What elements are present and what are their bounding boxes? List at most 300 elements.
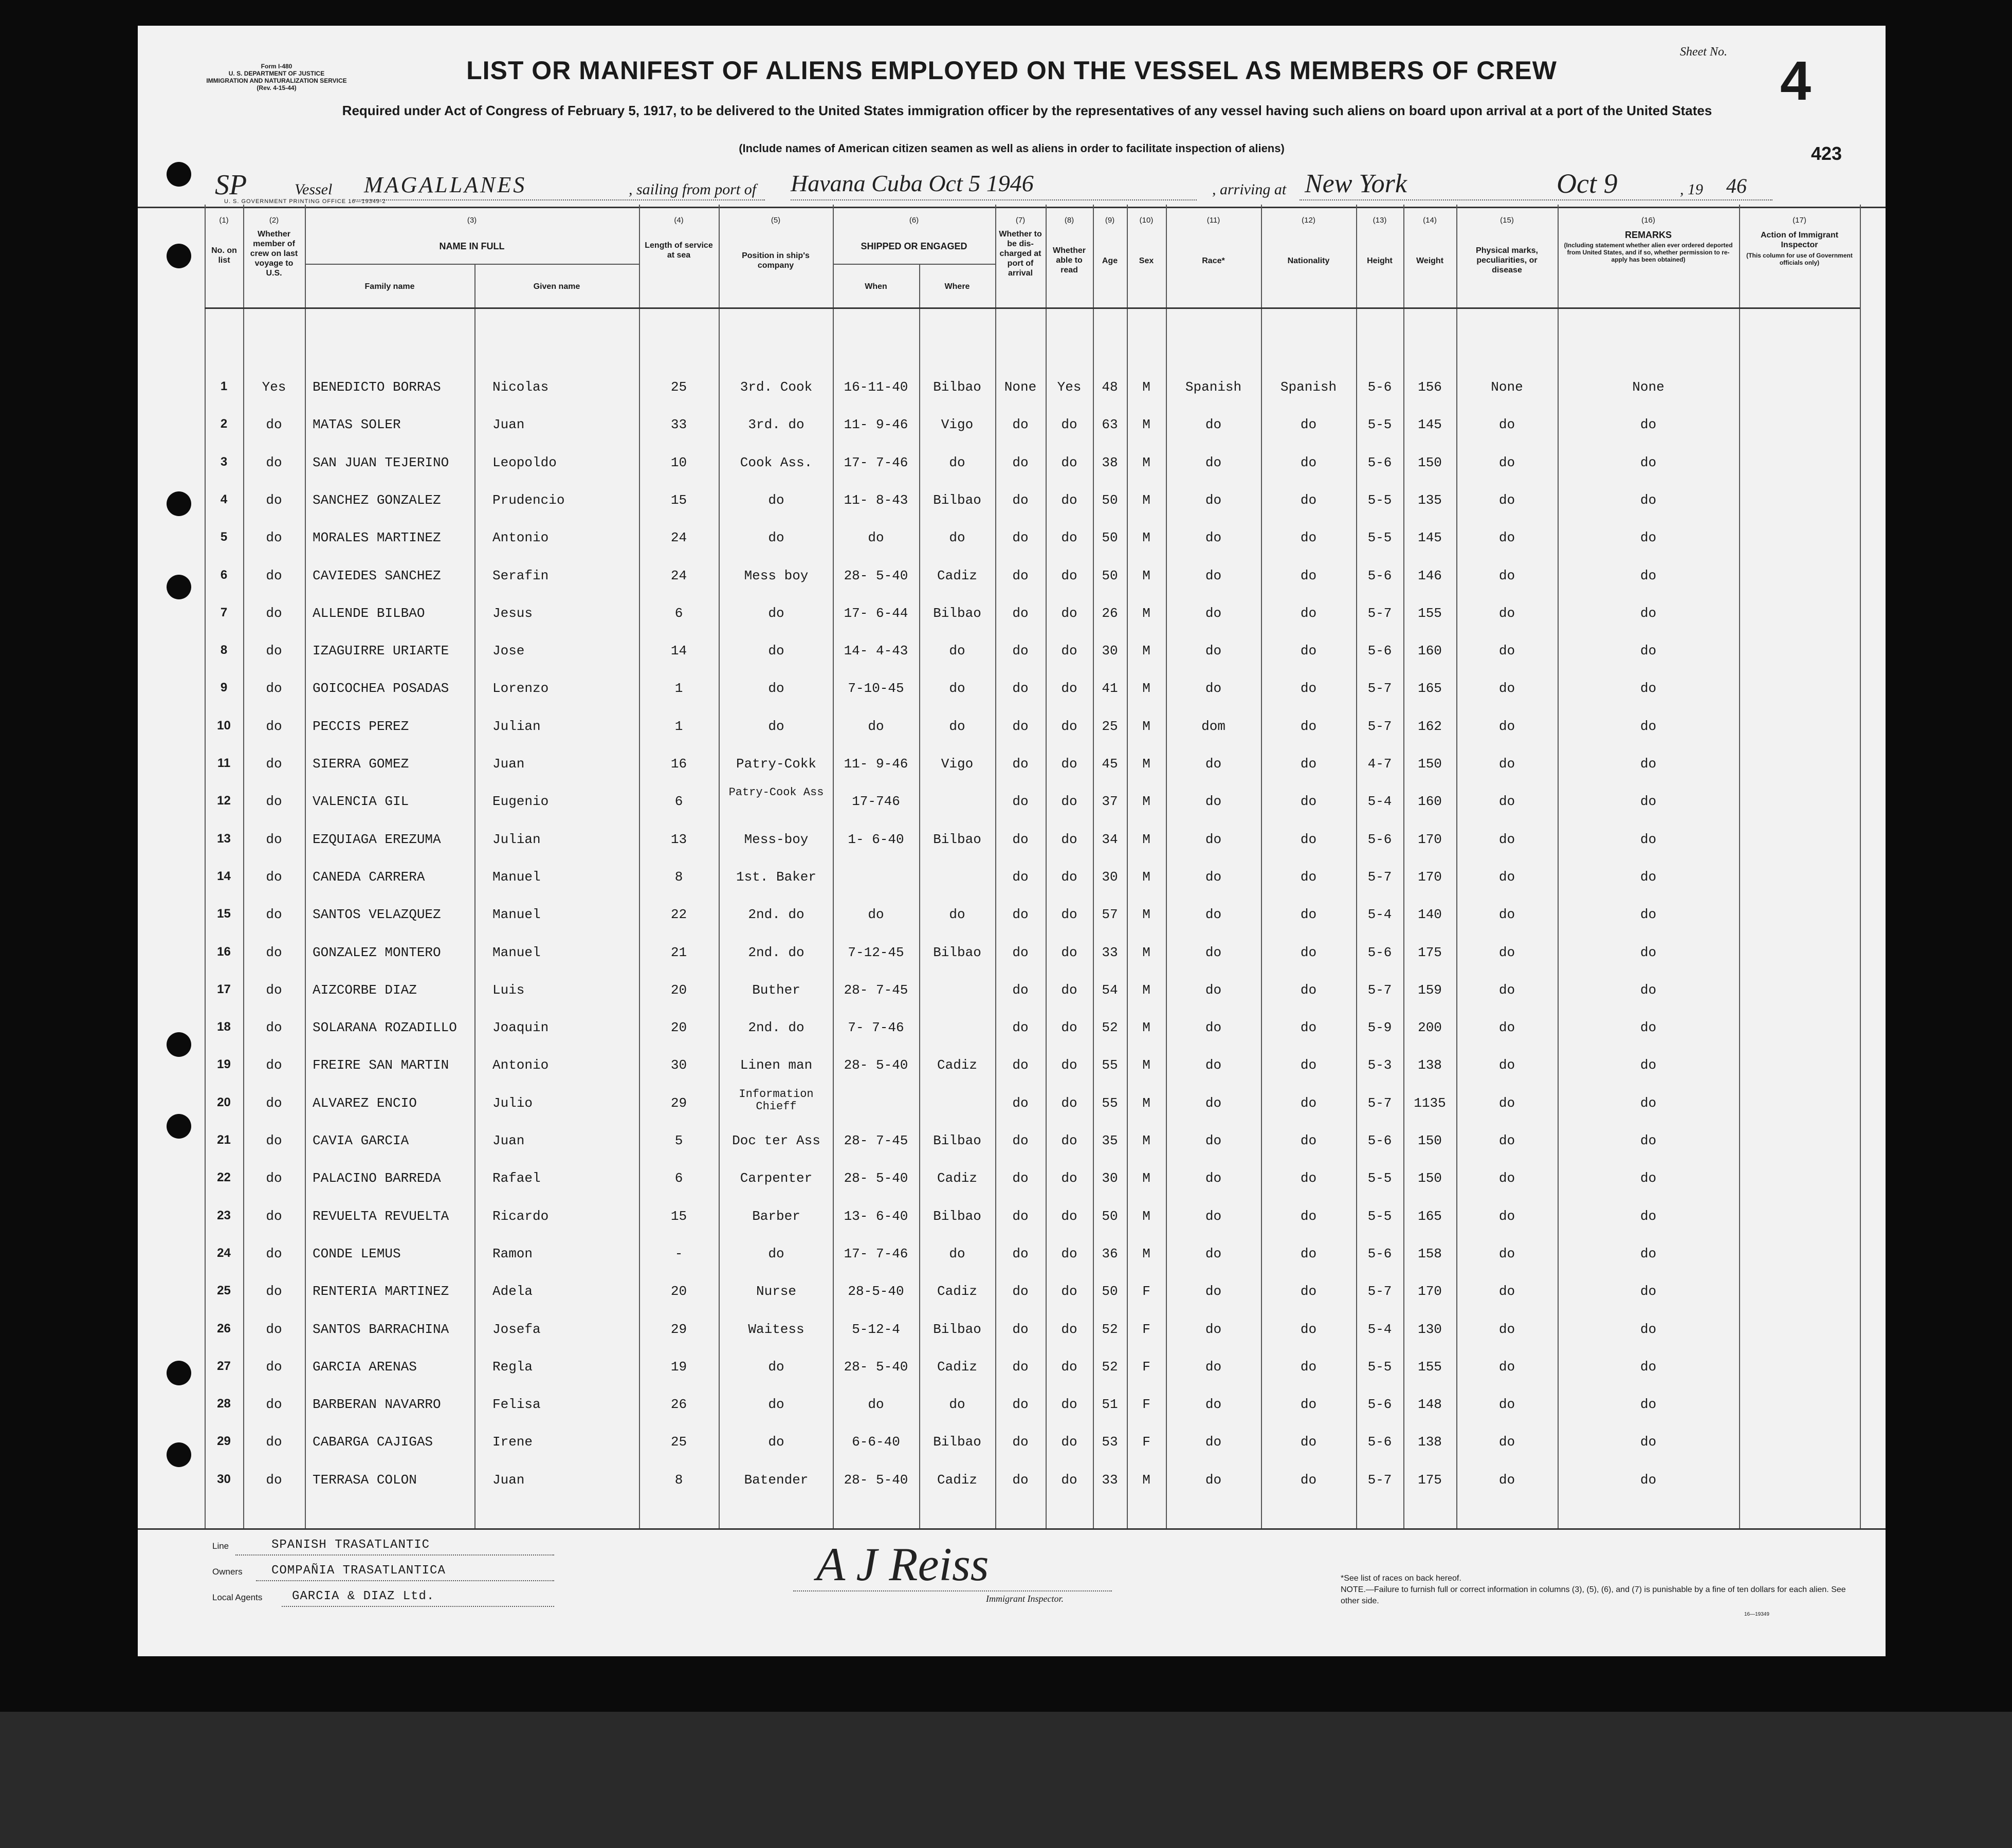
- age-cell: 50: [1102, 1284, 1118, 1299]
- physical-marks-cell: do: [1498, 719, 1515, 734]
- engaged-when-cell: 11- 9-46: [844, 756, 908, 772]
- discharged-cell: do: [1012, 1472, 1029, 1488]
- sex-cell: M: [1142, 982, 1150, 998]
- height-cell: 5-6: [1367, 643, 1392, 658]
- prev-voyage-cell: do: [266, 1284, 282, 1299]
- able-to-read-cell: do: [1061, 869, 1077, 885]
- position-cell: Patry-Cook Ass: [728, 786, 824, 799]
- table-row: [138, 756, 1886, 777]
- discharged-cell: do: [1012, 643, 1029, 658]
- discharged-cell: do: [1012, 869, 1029, 885]
- table-row: [138, 1246, 1886, 1267]
- weight-cell: 170: [1418, 832, 1442, 847]
- engaged-when-cell: 28-5-40: [848, 1284, 904, 1299]
- engaged-where-cell: do: [949, 530, 965, 545]
- position-cell: do: [768, 719, 784, 734]
- service-length-cell: 20: [670, 982, 687, 998]
- remarks-cell: do: [1640, 1246, 1657, 1261]
- nationality-cell: do: [1300, 1057, 1317, 1073]
- engaged-where-cell: Bilbao: [933, 945, 981, 960]
- service-length-cell: 8: [674, 1472, 683, 1488]
- given-name-cell: Rafael: [492, 1170, 541, 1186]
- able-to-read-cell: do: [1061, 492, 1077, 508]
- family-name-cell: CONDE LEMUS: [313, 1246, 401, 1261]
- row-number-cell: 12: [217, 794, 231, 808]
- sex-cell: M: [1142, 568, 1150, 583]
- physical-marks-cell: do: [1498, 1284, 1515, 1299]
- age-cell: 50: [1102, 1209, 1118, 1224]
- table-row: [138, 907, 1886, 927]
- height-cell: 5-7: [1367, 1284, 1392, 1299]
- weight-cell: 170: [1418, 1284, 1442, 1299]
- year-prefix: , 19: [1680, 181, 1703, 198]
- engaged-when-cell: do: [868, 530, 884, 545]
- remarks-cell: do: [1640, 832, 1657, 847]
- row-number-cell: 22: [217, 1170, 231, 1184]
- discharged-cell: do: [1012, 1133, 1029, 1148]
- race-cell: do: [1205, 982, 1222, 998]
- header-weight: Weight: [1416, 257, 1444, 265]
- nationality-cell: do: [1300, 907, 1317, 922]
- column-number: (13): [1373, 216, 1387, 225]
- remarks-cell: do: [1640, 794, 1657, 809]
- service-length-cell: 14: [670, 643, 687, 658]
- physical-marks-cell: do: [1498, 681, 1515, 696]
- row-number-cell: 28: [217, 1397, 231, 1411]
- nationality-cell: do: [1300, 417, 1317, 432]
- physical-marks-cell: do: [1498, 606, 1515, 621]
- engaged-when-cell: 7-10-45: [848, 681, 904, 696]
- sex-cell: F: [1142, 1359, 1150, 1375]
- weight-cell: 155: [1418, 606, 1442, 621]
- year-suffix: 46: [1726, 174, 1747, 197]
- header-when: When: [865, 282, 887, 291]
- family-name-cell: TERRASA COLON: [313, 1472, 417, 1488]
- age-cell: 55: [1102, 1095, 1118, 1111]
- row-number-cell: 21: [217, 1133, 231, 1147]
- height-cell: 5-4: [1367, 794, 1392, 809]
- age-cell: 50: [1102, 568, 1118, 583]
- physical-marks-cell: do: [1498, 1095, 1515, 1111]
- engaged-when-cell: do: [868, 719, 884, 734]
- row-number-cell: 15: [217, 907, 231, 921]
- table-row: [138, 1133, 1886, 1154]
- margin-mark: SP: [215, 169, 247, 201]
- height-cell: 5-6: [1367, 945, 1392, 960]
- race-cell: do: [1205, 1397, 1222, 1412]
- age-cell: 33: [1102, 1472, 1118, 1488]
- engaged-where-cell: Bilbao: [933, 379, 981, 395]
- weight-cell: 175: [1418, 1472, 1442, 1488]
- engaged-when-cell: 28- 5-40: [844, 1359, 908, 1375]
- weight-cell: 150: [1418, 1133, 1442, 1148]
- discharged-cell: do: [1012, 568, 1029, 583]
- row-number-cell: 27: [217, 1359, 231, 1373]
- given-name-cell: Joaquin: [492, 1020, 549, 1035]
- race-cell: do: [1205, 492, 1222, 508]
- remarks-cell: do: [1640, 1434, 1657, 1450]
- service-length-cell: 13: [670, 832, 687, 847]
- able-to-read-cell: do: [1061, 1472, 1077, 1488]
- sex-cell: M: [1142, 794, 1150, 809]
- race-cell: Spanish: [1185, 379, 1242, 395]
- penalty-note: NOTE.—Failure to furnish full or correct information in columns (3), (5), (6), and (7) is punishable by a fine of ten dollars for each alien. See other side.: [1341, 1585, 1846, 1605]
- engaged-where-cell: Bilbao: [933, 492, 981, 508]
- age-cell: 48: [1102, 379, 1118, 395]
- sex-cell: M: [1142, 1057, 1150, 1073]
- given-name-cell: Manuel: [492, 869, 541, 885]
- race-cell: do: [1205, 1209, 1222, 1224]
- engaged-where-cell: Cadiz: [937, 1170, 977, 1186]
- departure-port: Havana Cuba Oct 5 1946: [791, 170, 1034, 196]
- weight-cell: 156: [1418, 379, 1442, 395]
- engaged-where-cell: Bilbao: [933, 1209, 981, 1224]
- header-age: Age: [1102, 257, 1118, 265]
- able-to-read-cell: do: [1061, 1133, 1077, 1148]
- service-length-cell: 20: [670, 1284, 687, 1299]
- remarks-cell: do: [1640, 681, 1657, 696]
- table-row: [138, 1088, 1886, 1116]
- able-to-read-cell: do: [1061, 1057, 1077, 1073]
- row-number-cell: 19: [217, 1057, 231, 1071]
- position-cell: Buther: [752, 982, 800, 998]
- nationality-cell: do: [1300, 568, 1317, 583]
- engaged-when-cell: do: [868, 907, 884, 922]
- physical-marks-cell: do: [1498, 832, 1515, 847]
- sheet-label: Sheet No.: [1680, 45, 1727, 59]
- position-cell: Linen man: [740, 1057, 813, 1073]
- service-length-cell: 26: [670, 1397, 687, 1412]
- weight-cell: 145: [1418, 417, 1442, 432]
- local-agents-value: GARCIA & DIAZ Ltd.: [292, 1589, 435, 1603]
- given-name-cell: Adela: [492, 1284, 533, 1299]
- age-cell: 45: [1102, 756, 1118, 772]
- physical-marks-cell: do: [1498, 756, 1515, 772]
- prev-voyage-cell: do: [266, 907, 282, 922]
- weight-cell: 138: [1418, 1434, 1442, 1450]
- engaged-where-cell: Bilbao: [933, 1434, 981, 1450]
- nationality-cell: do: [1300, 1095, 1317, 1111]
- arrival-date: Oct 9: [1557, 168, 1618, 199]
- prev-voyage-cell: do: [266, 1095, 282, 1111]
- age-cell: 26: [1102, 606, 1118, 621]
- physical-marks-cell: do: [1498, 1057, 1515, 1073]
- family-name-cell: SIERRA GOMEZ: [313, 756, 409, 772]
- able-to-read-cell: do: [1061, 417, 1077, 432]
- position-cell: do: [768, 530, 784, 545]
- service-length-cell: 15: [670, 492, 687, 508]
- service-length-cell: 24: [670, 568, 687, 583]
- race-cell: do: [1205, 681, 1222, 696]
- inspector-signature: A J Reiss: [816, 1538, 989, 1590]
- physical-marks-cell: do: [1498, 643, 1515, 658]
- position-cell: Mess boy: [744, 568, 809, 583]
- service-length-cell: 25: [670, 1434, 687, 1450]
- discharged-cell: do: [1012, 907, 1029, 922]
- service-length-cell: 1: [674, 719, 683, 734]
- department: U. S. DEPARTMENT OF JUSTICE: [228, 70, 325, 77]
- race-cell: do: [1205, 606, 1222, 621]
- height-cell: 5-3: [1367, 1057, 1392, 1073]
- header-race: Race*: [1202, 257, 1225, 265]
- header-bottom-rule: [205, 307, 1860, 309]
- vessel-name: MAGALLANES: [364, 172, 527, 197]
- row-number-cell: 1: [220, 379, 228, 393]
- table-row: [138, 681, 1886, 701]
- prev-voyage-cell: do: [266, 869, 282, 885]
- nationality-cell: do: [1300, 1170, 1317, 1186]
- line-value: SPANISH TRASATLANTIC: [271, 1538, 430, 1552]
- race-cell: do: [1205, 1020, 1222, 1035]
- page-title: LIST OR MANIFEST OF ALIENS EMPLOYED ON THE VESSEL AS MEMBERS OF CREW: [466, 56, 1557, 85]
- family-name-cell: BARBERAN NAVARRO: [313, 1397, 441, 1412]
- height-cell: 5-6: [1367, 832, 1392, 847]
- sex-cell: M: [1142, 1246, 1150, 1261]
- row-number-cell: 16: [217, 945, 231, 959]
- weight-cell: 145: [1418, 530, 1442, 545]
- local-agents-label: Local Agents: [212, 1593, 263, 1602]
- header-discharged: Whether to be dis-charged at port of arrival: [999, 230, 1042, 278]
- height-cell: 5-5: [1367, 1209, 1392, 1224]
- nationality-cell: do: [1300, 1472, 1317, 1488]
- header-physical-marks: Physical marks, peculiarities, or disease: [1476, 246, 1538, 275]
- engaged-when-cell: 17-746: [852, 794, 900, 809]
- prev-voyage-cell: do: [266, 1057, 282, 1073]
- row-number-cell: 13: [217, 832, 231, 846]
- crew-table: [138, 205, 1886, 1613]
- discharged-cell: do: [1012, 1434, 1029, 1450]
- weight-cell: 140: [1418, 907, 1442, 922]
- service-length-cell: 10: [670, 455, 687, 470]
- position-cell: 1st. Baker: [736, 869, 817, 885]
- arrival-port: New York: [1305, 169, 1407, 198]
- family-name-cell: SANTOS VELAZQUEZ: [313, 907, 441, 922]
- nationality-cell: do: [1300, 756, 1317, 772]
- physical-marks-cell: do: [1498, 530, 1515, 545]
- weight-cell: 155: [1418, 1359, 1442, 1375]
- prev-voyage-cell: do: [266, 492, 282, 508]
- height-cell: 5-6: [1367, 1397, 1392, 1412]
- physical-marks-cell: do: [1498, 492, 1515, 508]
- remarks-cell: do: [1640, 1284, 1657, 1299]
- sex-cell: M: [1142, 379, 1150, 395]
- height-cell: 5-5: [1367, 417, 1392, 432]
- able-to-read-cell: do: [1061, 455, 1077, 470]
- column-number: (15): [1500, 216, 1514, 225]
- nationality-cell: Spanish: [1280, 379, 1337, 395]
- family-name-cell: IZAGUIRRE URIARTE: [313, 643, 449, 658]
- engaged-where-cell: do: [949, 719, 965, 734]
- prev-voyage-cell: Yes: [262, 379, 286, 395]
- nationality-cell: do: [1300, 643, 1317, 658]
- able-to-read-cell: do: [1061, 1284, 1077, 1299]
- weight-cell: 150: [1418, 1170, 1442, 1186]
- remarks-cell: do: [1640, 417, 1657, 432]
- sailing-label: , sailing from port of: [629, 181, 757, 198]
- age-cell: 52: [1102, 1359, 1118, 1375]
- engaged-where-cell: do: [949, 643, 965, 658]
- weight-cell: 158: [1418, 1246, 1442, 1261]
- prev-voyage-cell: do: [266, 417, 282, 432]
- height-cell: 5-4: [1367, 1322, 1392, 1337]
- position-cell: Information Chieff: [739, 1088, 814, 1113]
- weight-cell: 165: [1418, 681, 1442, 696]
- remarks-cell: do: [1640, 719, 1657, 734]
- remarks-cell: do: [1640, 1397, 1657, 1412]
- engaged-when-cell: 1- 6-40: [848, 832, 904, 847]
- discharged-cell: do: [1012, 530, 1029, 545]
- able-to-read-cell: do: [1061, 1095, 1077, 1111]
- header-length-service: Length of service at sea: [645, 241, 713, 260]
- requirement-text: Required under Act of Congress of February 5, 1917, to be delivered to the United States immigration officer by the representatives of any vessel having such aliens on board upon arrival at a port of the United States: [342, 103, 1712, 118]
- given-name-cell: Julio: [492, 1095, 533, 1111]
- header-nationality: Nationality: [1287, 257, 1330, 265]
- discharged-cell: do: [1012, 756, 1029, 772]
- weight-cell: 159: [1418, 982, 1442, 998]
- family-name-cell: EZQUIAGA EREZUMA: [313, 832, 441, 847]
- nationality-cell: do: [1300, 492, 1317, 508]
- engaged-where-cell: do: [949, 1397, 965, 1412]
- prev-voyage-cell: do: [266, 606, 282, 621]
- nationality-cell: do: [1300, 1359, 1317, 1375]
- given-name-cell: Juan: [492, 756, 525, 772]
- discharged-cell: None: [1004, 379, 1037, 395]
- sex-cell: M: [1142, 492, 1150, 508]
- sex-cell: M: [1142, 681, 1150, 696]
- service-length-cell: 20: [670, 1020, 687, 1035]
- service-length-cell: 8: [674, 869, 683, 885]
- sex-cell: F: [1142, 1397, 1150, 1412]
- position-cell: Carpenter: [740, 1170, 813, 1186]
- engaged-when-cell: 17- 6-44: [844, 606, 908, 621]
- sex-cell: M: [1142, 832, 1150, 847]
- prev-voyage-cell: do: [266, 1397, 282, 1412]
- given-name-cell: Julian: [492, 719, 541, 734]
- physical-marks-cell: do: [1498, 1170, 1515, 1186]
- prev-voyage-cell: do: [266, 530, 282, 545]
- engaged-when-cell: 28- 7-45: [844, 1133, 908, 1148]
- subheader-rule: [833, 264, 995, 265]
- race-cell: do: [1205, 832, 1222, 847]
- given-name-cell: Manuel: [492, 945, 541, 960]
- service-length-cell: 33: [670, 417, 687, 432]
- header-inspector-note: (This column for use of Government officials only): [1746, 252, 1853, 266]
- table-row: [138, 945, 1886, 965]
- row-number-cell: 11: [217, 756, 231, 770]
- sex-cell: M: [1142, 606, 1150, 621]
- family-name-cell: CANEDA CARRERA: [313, 869, 425, 885]
- nationality-cell: do: [1300, 1020, 1317, 1035]
- header-position: Position in ship's company: [742, 251, 810, 270]
- column-number: (4): [674, 216, 684, 225]
- age-cell: 50: [1102, 530, 1118, 545]
- nationality-cell: do: [1300, 1322, 1317, 1337]
- position-cell: Patry-Cokk: [736, 756, 817, 772]
- age-cell: 34: [1102, 832, 1118, 847]
- table-row: [138, 1209, 1886, 1229]
- table-row: [138, 455, 1886, 475]
- weight-cell: 1135: [1414, 1095, 1446, 1111]
- engaged-when-cell: 28- 5-40: [844, 1472, 908, 1488]
- column-number: (16): [1641, 216, 1655, 225]
- family-name-cell: GOICOCHEA POSADAS: [313, 681, 449, 696]
- sex-cell: M: [1142, 945, 1150, 960]
- age-cell: 57: [1102, 907, 1118, 922]
- row-number-cell: 5: [220, 530, 228, 544]
- family-name-cell: RENTERIA MARTINEZ: [313, 1284, 449, 1299]
- given-name-cell: Jose: [492, 643, 525, 658]
- given-name-cell: Jesus: [492, 606, 533, 621]
- race-cell: do: [1205, 1359, 1222, 1375]
- remarks-cell: do: [1640, 568, 1657, 583]
- family-name-cell: SANCHEZ GONZALEZ: [313, 492, 441, 508]
- prev-voyage-cell: do: [266, 1133, 282, 1148]
- remarks-cell: do: [1640, 869, 1657, 885]
- physical-marks-cell: do: [1498, 1133, 1515, 1148]
- table-row: [138, 1397, 1886, 1417]
- discharged-cell: do: [1012, 1284, 1029, 1299]
- discharged-cell: do: [1012, 719, 1029, 734]
- height-cell: 5-9: [1367, 1020, 1392, 1035]
- able-to-read-cell: do: [1061, 1359, 1077, 1375]
- given-name-cell: Irene: [492, 1434, 533, 1450]
- nationality-cell: do: [1300, 1246, 1317, 1261]
- given-name-cell: Eugenio: [492, 794, 549, 809]
- engaged-where-cell: do: [949, 1246, 965, 1261]
- service-length-cell: 6: [674, 794, 683, 809]
- service-length-cell: 15: [670, 1209, 687, 1224]
- header-remarks: REMARKS: [1624, 230, 1672, 240]
- family-name-cell: SOLARANA ROZADILLO: [313, 1020, 457, 1035]
- table-row: [138, 869, 1886, 890]
- height-cell: 5-7: [1367, 869, 1392, 885]
- row-number-cell: 9: [220, 681, 228, 694]
- race-cell: do: [1205, 756, 1222, 772]
- remarks-cell: do: [1640, 945, 1657, 960]
- physical-marks-cell: do: [1498, 982, 1515, 998]
- header-name-in-full: NAME IN FULL: [439, 241, 505, 251]
- age-cell: 50: [1102, 492, 1118, 508]
- engaged-where-cell: Cadiz: [937, 1057, 977, 1073]
- given-name-cell: Regla: [492, 1359, 533, 1375]
- row-number-cell: 23: [217, 1209, 231, 1222]
- height-cell: 5-6: [1367, 455, 1392, 470]
- given-name-cell: Lorenzo: [492, 681, 549, 696]
- engaged-where-cell: do: [949, 455, 965, 470]
- service-length-cell: 21: [670, 945, 687, 960]
- weight-cell: 170: [1418, 869, 1442, 885]
- able-to-read-cell: do: [1061, 1246, 1077, 1261]
- age-cell: 33: [1102, 945, 1118, 960]
- given-name-cell: Antonio: [492, 1057, 549, 1073]
- engaged-when-cell: 11- 9-46: [844, 417, 908, 432]
- remarks-cell: None: [1632, 379, 1665, 395]
- family-name-cell: ALLENDE BILBAO: [313, 606, 425, 621]
- nationality-cell: do: [1300, 1434, 1317, 1450]
- column-number: (17): [1792, 216, 1806, 225]
- nationality-cell: do: [1300, 530, 1317, 545]
- remarks-cell: do: [1640, 455, 1657, 470]
- engaged-when-cell: 13- 6-40: [844, 1209, 908, 1224]
- nationality-cell: do: [1300, 455, 1317, 470]
- printer-mark: U. S. GOVERNMENT PRINTING OFFICE 16—19349-2: [224, 198, 386, 205]
- race-cell: do: [1205, 1284, 1222, 1299]
- prev-voyage-cell: do: [266, 1434, 282, 1450]
- header-sex: Sex: [1139, 257, 1154, 265]
- weight-cell: 150: [1418, 756, 1442, 772]
- service-length-cell: 29: [670, 1322, 687, 1337]
- position-cell: 2nd. do: [748, 907, 804, 922]
